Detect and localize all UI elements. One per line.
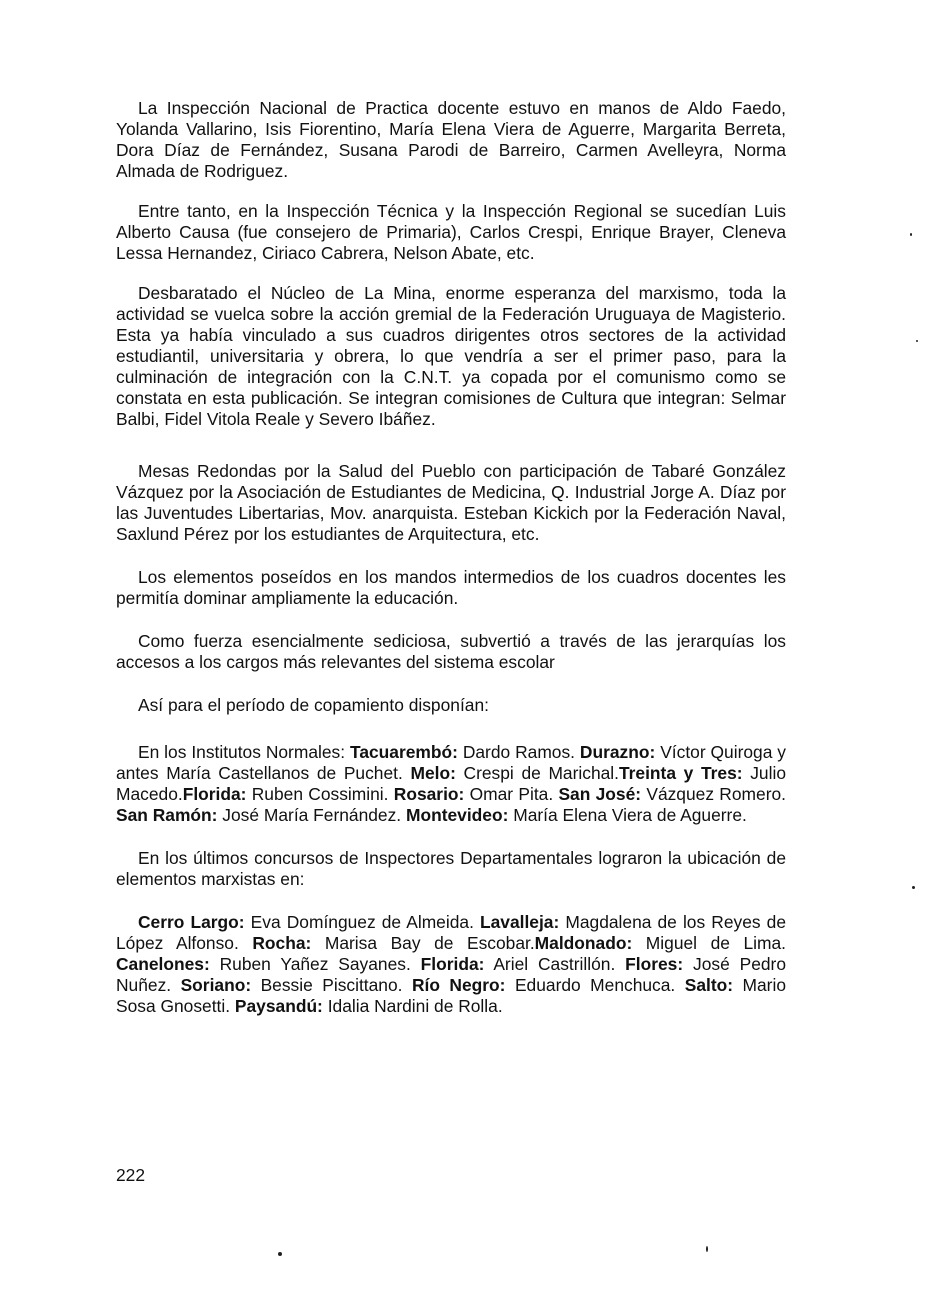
place-label: Tacuarembó: [349,742,458,762]
place-label: Flores: [625,954,684,974]
scan-speck [278,1252,282,1256]
place-label: Canelones: [116,954,210,974]
scan-speck [910,233,912,236]
paragraph-10: Cerro Largo: Eva Domínguez de Almeida. Lavalleja: Magdalena de los Reyes de López Alfonso. Rocha: Marisa Bay de Escobar.Maldonado: Miguel de Lima. Canelones: Ruben Yañez Sayanes. Florida: Ariel Castrillón. Flores: José Pedro Nuñez. Soriano: Bessie Piscittano. Río Negro: Eduardo Menchuca. Salto: Mario Sosa Gnosetti. Paysandú: Idalia Nardini de Rolla. [116,912,787,1016]
place-label: Montevideo: [405,805,509,825]
place-label: Melo: [410,763,456,783]
place-label: Rocha: [252,933,312,953]
paragraph-9: En los últimos concursos de Inspectores Departamentales lograron la ubicación de elementos marxistas en: [116,848,786,889]
place-label: Durazno: [579,742,656,762]
place-label: Paysandú: [234,996,323,1016]
scan-speck [916,340,918,342]
place-label: Treinta y Tres: [619,763,743,783]
place-label: Cerro Largo: [138,912,245,932]
paragraph-2: Entre tanto, en la Inspección Técnica y la Inspección Regional se sucedían Luis Alberto Causa (fue consejero de Primaria), Carlos Crespi, Enrique Brayer, Cleneva Lessa Hernandez, Ciriaco Cabrera, Nelson Abate, etc. [116,201,786,263]
place-label: Salto: [684,975,734,995]
place-label: Soriano: [180,975,252,995]
paragraph-7: Así para el período de copamiento disponían: [138,695,489,715]
place-label: Florida: [420,954,485,974]
place-label: Río Negro: [411,975,506,995]
scan-speck [706,1246,708,1252]
paragraph-3: Desbaratado el Núcleo de La Mina, enorme esperanza del marxismo, toda la actividad se vuelca sobre la acción gremial de la Federación Uruguaya de Magisterio. Esta ya había vinculado a sus cuadros dirigentes otros sectores de la actividad estudiantil, universitaria y obrera, lo que vendría a ser el primer paso, para la culminación de integración con la C.N.T. ya copada por el comunismo como se constata en esta publicación. Se integran comisiones de Cultura que integran: Selmar Balbi, Fidel Vitola Reale y Severo Ibáñez. [116,283,786,429]
page-body [116,98,786,1017]
paragraph-8: En los Institutos Normales: Tacuarembó: Dardo Ramos. Durazno: Víctor Quiroga y antes María Castellanos de Puchet. Melo: Crespi de Marichal.Treinta y Tres: Julio Macedo.Florida: Ruben Cossimini. Rosario: Omar Pita. San José: Vázquez Romero. San Ramón: José María Fernández. Montevideo: María Elena Viera de Aguerre. [116,742,787,825]
paragraph-6: Como fuerza esencialmente sediciosa, subvertió a través de las jerarquías los accesos a los cargos más relevantes del sistema escolar [116,631,786,672]
place-label: Rosario: [393,784,465,804]
place-label: San Ramón: [116,805,218,825]
place-label: San José: [558,784,642,804]
paragraph-4: Mesas Redondas por la Salud del Pueblo con participación de Tabaré González Vázquez por la Asociación de Estudiantes de Medicina, Q. Industrial Jorge A. Díaz por las Juventudes Libertarias, Mov. anarquista. Esteban Kickich por la Federación Naval, Saxlund Pérez por los estudiantes de Arquitectura, etc. [116,461,786,544]
place-label: Maldonado: [534,933,633,953]
place-label: Lavalleja: [480,912,560,932]
scan-speck [912,886,915,889]
place-label: Florida: [182,784,247,804]
page-number: 222 [116,1165,146,1185]
paragraph-1: La Inspección Nacional de Practica docente estuvo en manos de Aldo Faedo, Yolanda Vallarino, Isis Fiorentino, María Elena Viera de Aguerre, Margarita Berreta, Dora Díaz de Fernández, Susana Parodi de Barreiro, Carmen Avelleyra, Norma Almada de Rodriguez. [116,98,786,181]
paragraph-5: Los elementos poseídos en los mandos intermedios de los cuadros docentes les permitía dominar ampliamente la educación. [116,567,786,608]
